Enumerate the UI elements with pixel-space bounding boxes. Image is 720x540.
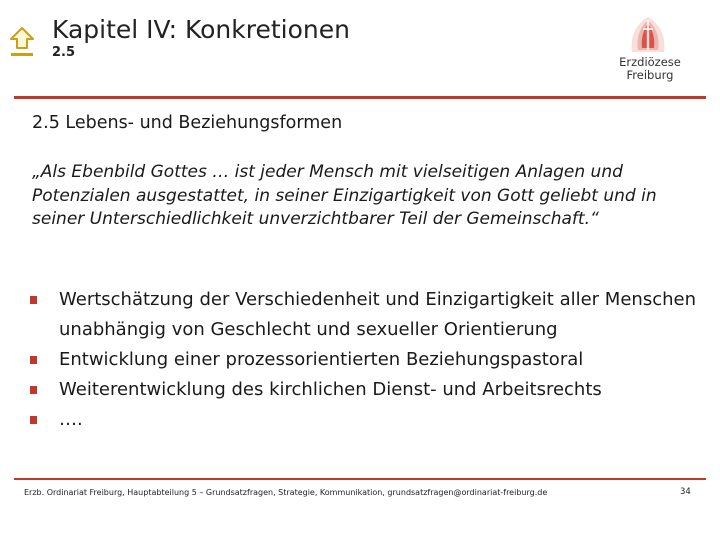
chapter-title: Kapitel IV: Konkretionen — [52, 15, 350, 44]
footer-text: Erzb. Ordinariat Freiburg, Hauptabteilung 5 – Grundsatzfragen, Strategie, Kommunikation, grundsatzfragen@ordinariat-freiburg.de — [24, 488, 548, 497]
section-heading: 2.5 Lebens- und Beziehungsformen — [32, 113, 343, 133]
footer-divider — [14, 478, 706, 480]
logo-text — [612, 56, 688, 82]
bullet-list — [30, 285, 710, 435]
header-divider — [14, 96, 706, 99]
chapter-number: 2.5 — [52, 45, 76, 60]
logo-line-2: Freiburg — [626, 68, 674, 82]
list-item-text: Weiterentwicklung des kirchlichen Dienst- und Arbeitsrechts — [59, 379, 602, 400]
list-item — [30, 285, 710, 345]
logo-line-1: Erzdiözese — [619, 55, 681, 69]
list-item-text: …. — [59, 409, 83, 430]
list-item-text: Entwicklung einer prozessorientierten Beziehungspastoral — [59, 349, 584, 370]
list-item — [30, 345, 710, 375]
page-number: 34 — [680, 487, 691, 497]
list-item — [30, 375, 710, 405]
square-bullet-icon — [30, 386, 37, 394]
square-bullet-icon — [30, 356, 37, 364]
home-up-arrow-icon[interactable] — [8, 26, 36, 62]
list-item — [30, 405, 710, 435]
list-item-text: Wertschätzung der Verschiedenheit und Einzigartigkeit aller Menschen unabhängig von Geschlecht und sexueller Orientierung — [59, 289, 696, 340]
square-bullet-icon — [30, 416, 37, 424]
quote-text: „Als Ebenbild Gottes … ist jeder Mensch mit vielseitigen Anlagen und Potenzialen ausgestattet, in seiner Einzigartigkeit von Gott geliebt und in seiner Unterschiedlichkeit unverzichtbarer Teil der Gemeinschaft.“ — [32, 162, 657, 229]
square-bullet-icon — [30, 296, 37, 304]
